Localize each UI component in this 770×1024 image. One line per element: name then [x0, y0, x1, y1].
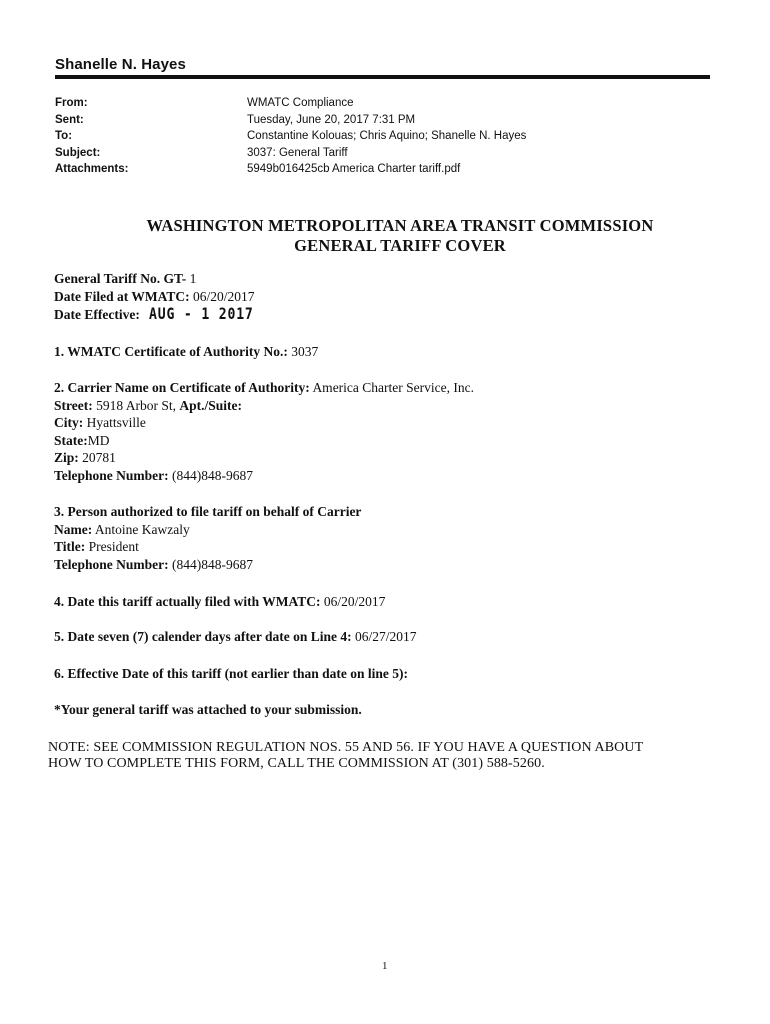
tariff-dates-block — [54, 270, 277, 324]
authorized-title-line — [54, 538, 361, 556]
email-to-value: Constantine Kolouas; Chris Aquino; Shanelle N. Hayes — [247, 130, 527, 142]
line-4-label: 4. Date this tariff actually filed with WMATC: — [54, 594, 321, 609]
date-filed-value: 06/20/2017 — [192, 288, 255, 304]
date-effective-label: Date Effective: — [54, 307, 140, 322]
authorized-telephone-label: Telephone Number: — [54, 556, 169, 572]
line-2-carrier-block — [54, 379, 474, 484]
line-2-label: 2. Carrier Name on Certificate of Authority: — [54, 380, 310, 395]
page-number: 1 — [382, 960, 388, 972]
line-3-label: 3. Person authorized to file tariff on behalf of Carrier — [54, 504, 362, 519]
authorized-title-label: Title: — [54, 539, 86, 554]
email-sent-row — [55, 112, 526, 129]
state-label: State: — [54, 432, 88, 448]
regulation-note-line-1: NOTE: SEE COMMISSION REGULATION NOS. 55 AND 56. IF YOU HAVE A QUESTION ABOUT — [48, 740, 644, 755]
telephone-line — [54, 467, 474, 485]
authorized-telephone-value: (844)848-9687 — [172, 556, 254, 572]
authorized-title-value: President — [88, 539, 139, 554]
tariff-number-line — [54, 270, 277, 288]
street-value: 5918 Arbor St, — [96, 397, 176, 413]
form-title: WASHINGTON METROPOLITAN AREA TRANSIT COMMISSION — [146, 216, 654, 235]
line-5-seven-days — [54, 628, 416, 646]
email-subject-label: Subject: — [55, 146, 101, 159]
authorized-name-value: Antoine Kawzaly — [94, 521, 190, 537]
form-subtitle: GENERAL TARIFF COVER — [294, 236, 506, 255]
header-divider — [55, 75, 710, 79]
email-from-label: From: — [55, 97, 88, 109]
telephone-value: (844)848-9687 — [172, 467, 254, 483]
city-value: Hyattsville — [86, 415, 146, 430]
email-attachments-row — [55, 161, 526, 178]
tariff-number-label: General Tariff No. GT- — [54, 271, 187, 286]
authorized-telephone-line — [54, 556, 361, 574]
zip-label: Zip: — [54, 450, 79, 465]
apt-suite-label: Apt./Suite: — [179, 397, 243, 413]
zip-value: 20781 — [82, 450, 116, 465]
email-to-row — [55, 128, 526, 145]
email-attachment-filename: 5949b016425cb America Charter tariff.pdf — [247, 163, 461, 175]
line-3-authorized-person-block — [54, 503, 361, 573]
mailbox-owner-name: Shanelle N. Hayes — [55, 56, 186, 73]
city-label: City: — [54, 415, 84, 430]
authorized-name-label: Name: — [54, 521, 93, 537]
regulation-note — [48, 740, 643, 772]
street-label: Street: — [54, 397, 93, 413]
line-5-label: 5. Date seven (7) calender days after date on Line 4: — [54, 629, 352, 644]
email-header-fields — [55, 95, 526, 178]
state-line — [54, 432, 474, 450]
regulation-note-line-2: HOW TO COMPLETE THIS FORM, CALL THE COMMISSION AT (301) 588-5260. — [48, 756, 545, 771]
line-4-date-filed — [54, 593, 385, 611]
email-subject-row — [55, 145, 526, 162]
email-from-value: WMATC Compliance — [247, 97, 354, 109]
date-filed-line — [54, 288, 277, 306]
date-effective-line — [54, 305, 277, 324]
email-sent-label: Sent: — [55, 113, 84, 126]
street-line — [54, 397, 474, 415]
email-sent-value: Tuesday, June 20, 2017 7:31 PM — [247, 113, 416, 126]
email-attachments-label: Attachments: — [55, 163, 129, 175]
line-1-certificate — [54, 343, 318, 361]
carrier-name-line — [54, 379, 474, 397]
email-subject-value: 3037: General Tariff — [247, 146, 348, 159]
state-value: MD — [87, 432, 110, 448]
authorized-name-line — [54, 521, 361, 539]
attachment-note-text: *Your general tariff was attached to your submission. — [54, 702, 362, 717]
zip-line — [54, 449, 474, 467]
attachment-note — [54, 701, 362, 719]
date-effective-stamp: AUG - 1 2017 — [149, 304, 254, 323]
line-1-label: 1. WMATC Certificate of Authority No.: — [54, 344, 288, 359]
tariff-number-value: 1 — [189, 271, 197, 286]
line-6-label: 6. Effective Date of this tariff (not earlier than date on line 5): — [54, 666, 409, 681]
line-4-value: 06/20/2017 — [323, 594, 386, 609]
line-1-value: 3037 — [291, 344, 319, 359]
line-6-effective-date — [54, 665, 408, 683]
carrier-name-value: America Charter Service, Inc. — [312, 380, 474, 395]
email-to-label: To: — [55, 130, 73, 142]
email-from-row — [55, 95, 526, 112]
telephone-label: Telephone Number: — [54, 467, 169, 483]
date-filed-label: Date Filed at WMATC: — [54, 288, 190, 304]
line-5-value: 06/27/2017 — [354, 629, 417, 644]
city-line — [54, 414, 474, 432]
